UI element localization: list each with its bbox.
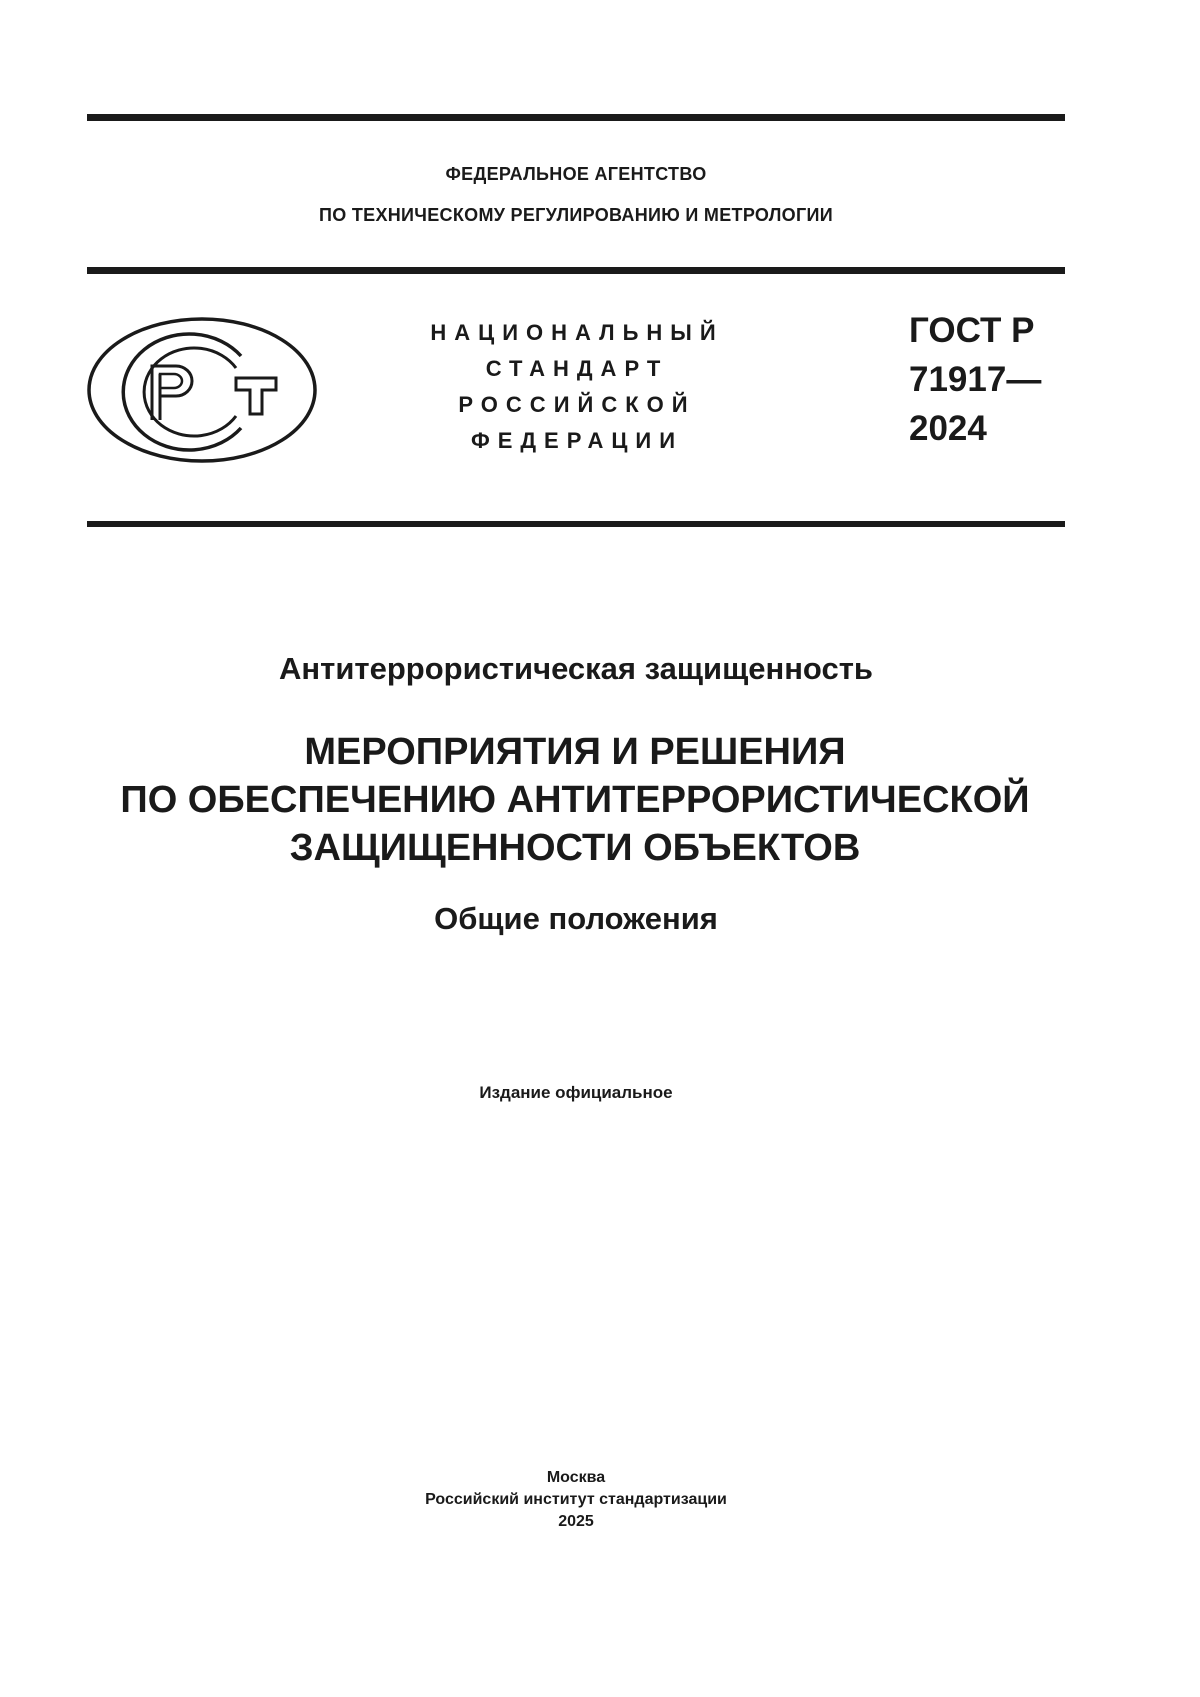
bottom-rule: [87, 521, 1065, 527]
imprint-year: 2025: [558, 1513, 594, 1530]
rst-logo-icon: [86, 316, 318, 464]
standard-type-line: СТАНДАРТ: [485, 356, 669, 381]
title-line: ЗАЩИЩЕННОСТИ ОБЪЕКТОВ: [289, 827, 861, 869]
standard-type-line: НАЦИОНАЛЬНЫЙ: [430, 320, 724, 345]
title-line: ПО ОБЕСПЕЧЕНИЮ АНТИТЕРРОРИСТИЧЕСКОЙ: [120, 779, 1030, 821]
document-title: [60, 728, 1090, 872]
designation-line: ГОСТ Р: [909, 311, 1035, 350]
agency-line-1: ФЕДЕРАЛЬНОЕ АГЕНТСТВО: [445, 164, 707, 184]
edition-note: Издание официальное: [479, 1083, 673, 1102]
title-line: МЕРОПРИЯТИЯ И РЕШЕНИЯ: [304, 731, 846, 773]
imprint: [87, 1467, 1065, 1533]
document-subject: Антитеррористическая защищенность: [279, 651, 873, 686]
standard-type-line: РОССИЙСКОЙ: [458, 392, 696, 417]
imprint-publisher: Российский институт стандартизации: [425, 1491, 727, 1508]
designation-line: 71917—: [909, 360, 1042, 399]
agency-line-2: ПО ТЕХНИЧЕСКОМУ РЕГУЛИРОВАНИЮ И МЕТРОЛОГИИ: [319, 205, 833, 225]
standard-designation: [909, 306, 1069, 453]
standard-type-line: ФЕДЕРАЦИИ: [470, 428, 684, 453]
standard-type: [392, 315, 762, 459]
designation-line: 2024: [909, 409, 987, 448]
middle-rule: [87, 267, 1065, 274]
top-rule: [87, 114, 1065, 121]
document-subtitle: Общие положения: [434, 901, 718, 936]
imprint-city: Москва: [546, 1469, 606, 1486]
